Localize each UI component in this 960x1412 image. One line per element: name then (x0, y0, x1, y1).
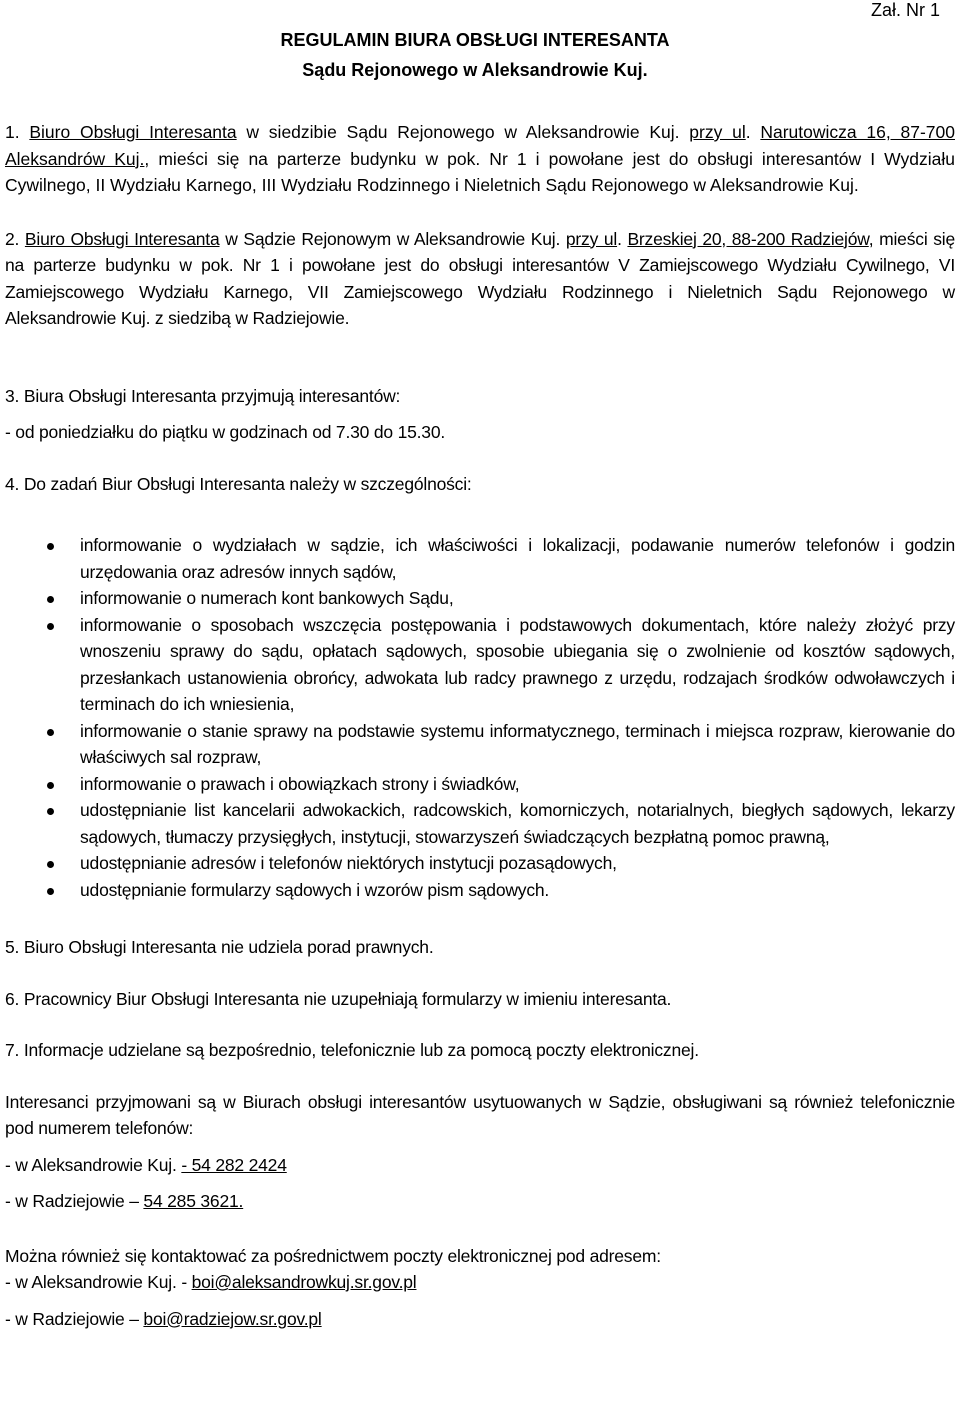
phone-aleksandrow: - w Aleksandrowie Kuj. - 54 282 2424 (5, 1154, 287, 1175)
document-subtitle: Sądu Rejonowego w Aleksandrowie Kuj. (302, 60, 648, 80)
section-1 (5, 119, 955, 199)
section-2-text-c: , mieści się na parterze budynku w pok. Nr 1 i powołane jest do obsługi interesantów V Zamiejscowego Wydziału Cywilnego, VI Zamiejscowego Wydziału Karnego, VII Zamiejscowego Wydziału Rodzinnego i Nieletnich Sądu Rejonowego w Aleksandrowie Kuj. z siedzibą w Radziejowie. (5, 228, 955, 328)
list-item: informowanie o stanie sprawy na podstawie systemu informatycznego, terminach i miejsca rozpraw, kierowanie do właściwych sal rozpraw, (5, 718, 955, 771)
bullet-icon (47, 861, 54, 868)
bullet-icon (47, 888, 54, 895)
document (5, 0, 955, 1332)
list-item: informowanie o numerach kont bankowych Sądu, (5, 585, 955, 612)
section-1-text-b: . (745, 122, 761, 142)
list-item: informowanie o prawach i obowiązkach strony i świadków, (5, 771, 955, 798)
list-item: udostępnianie adresów i telefonów niektórych instytucji pozasądowych, (5, 850, 955, 877)
bullet-icon (47, 543, 54, 550)
list-item: udostępnianie list kancelarii adwokackich, radcowskich, komorniczych, notarialnych, biegłych sądowych, lekarzy sądowych, tłumaczy przysięgłych, instytucji, stowarzyszeń świadczących bezpłatną pomoc prawną, (5, 797, 955, 850)
section-2-street-link[interactable]: przy ul (565, 228, 618, 249)
list-item: informowanie o wydziałach w sądzie, ich właściwości i lokalizacji, podawanie numerów telefonów i godzin urzędowania oraz adresów innych sądów, (5, 532, 955, 585)
section-4: 4. Do zadań Biur Obsługi Interesanta należy w szczególności: (5, 473, 472, 494)
section-1-text-a: w siedzibie Sądu Rejonowego w Aleksandrowie Kuj. (236, 122, 690, 142)
section-3: 3. Biura Obsługi Interesanta przyjmują interesantów: (5, 385, 401, 406)
section-3-hours: - od poniedziałku do piątku w godzinach od 7.30 do 15.30. (5, 422, 446, 442)
phones-intro: Interesanci przyjmowani są w Biurach obsługi interesantów usytuowanych w Sądzie, obsługiwani są również telefonicznie pod numerem telefonów: (5, 1091, 955, 1138)
phone-number-aleksandrow[interactable]: - 54 282 2424 (181, 1154, 287, 1175)
section-1-number: 1. (5, 122, 30, 142)
bullet-icon (47, 596, 54, 603)
email-link-aleksandrow[interactable]: boi@aleksandrowkuj.sr.gov.pl (191, 1272, 417, 1292)
annex-label: Zał. Nr 1 (870, 0, 940, 20)
section-2 (5, 226, 955, 332)
bullet-icon (47, 782, 54, 789)
section-2-address-link[interactable]: Brzeskiej 20, 88-200 Radziejów (627, 228, 869, 249)
email-aleksandrow: - w Aleksandrowie Kuj. - boi@aleksandrowkuj.sr.gov.pl (5, 1272, 417, 1292)
section-1-address-link[interactable]: Narutowicza 16, 87-700 Aleksandrów Kuj. (5, 122, 955, 169)
emails-intro: Można również się kontaktować za pośrednictwem poczty elektronicznej pod adresem: (5, 1245, 661, 1266)
tasks-list (5, 532, 955, 903)
section-7: 7. Informacje udzielane są bezpośrednio, telefonicznie lub za pomocą poczty elektronicznej. (5, 1040, 699, 1060)
section-2-text-b: . (617, 228, 628, 249)
phone-number-radziejow[interactable]: 54 285 3621. (143, 1191, 244, 1211)
section-6: 6. Pracownicy Biur Obsługi Interesanta nie uzupełniają formularzy w imieniu interesanta. (5, 988, 672, 1009)
list-item: udostępnianie formularzy sądowych i wzorów pism sądowych. (5, 877, 955, 904)
list-item: informowanie o sposobach wszczęcia postępowania i podstawowych dokumentach, które należy złożyć przy wnoszeniu sprawy do sądu, opłatach sądowych, sposobie ubiegania się o zwolnienie od kosztów sądowych, przesłankach ustanowienia obrońcy, adwokata lub radcy prawnego z urzędu, rodzajach środków odwoławczych i terminach do ich wniesienia, (5, 612, 955, 718)
bullet-icon (47, 808, 54, 815)
section-1-street-link[interactable]: przy ul (689, 122, 746, 142)
section-5: 5. Biuro Obsługi Interesanta nie udziela porad prawnych. (5, 937, 434, 957)
section-2-office-link[interactable]: Biuro Obsługi Interesanta (24, 228, 220, 249)
bullet-icon (47, 729, 54, 736)
bullet-icon (47, 623, 54, 630)
email-link-radziejow[interactable]: boi@radziejow.sr.gov.pl (143, 1308, 322, 1329)
phone-radziejow: - w Radziejowie – 54 285 3621. (5, 1191, 244, 1211)
document-title: REGULAMIN BIURA OBSŁUGI INTERESANTA (280, 30, 670, 50)
section-2-number: 2. (5, 228, 25, 249)
email-radziejow: - w Radziejowie – boi@radziejow.sr.gov.pl (5, 1308, 322, 1329)
section-1-text-c: , mieści się na parterze budynku w pok. Nr 1 i powołane jest do obsługi interesantów I Wydziału Cywilnego, II Wydziału Karnego, III Wydziału Rodzinnego i Nieletnich Sądu Rejonowego w Aleksandrowie Kuj. (5, 148, 955, 195)
section-1-office-link[interactable]: Biuro Obsługi Interesanta (29, 122, 237, 142)
section-2-text-a: w Sądzie Rejonowym w Aleksandrowie Kuj. (219, 228, 566, 249)
